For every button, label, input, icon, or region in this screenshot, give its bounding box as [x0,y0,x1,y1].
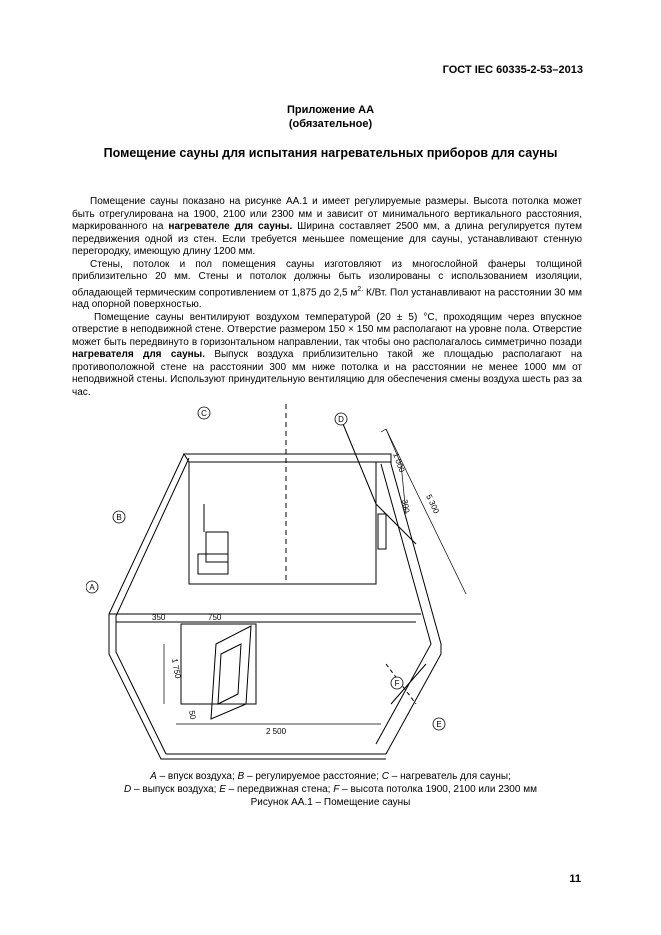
label-e: E [436,720,442,729]
dim-750: 750 [208,613,222,622]
body-text [72,196,582,399]
dim-1750: 1 750 [170,657,183,680]
section-title: Помещение сауны для испытания нагревательных приборов для сауны [103,146,558,160]
label-c: C [201,409,207,418]
heater [206,532,228,562]
appendix-status: (обязательное) [288,118,373,130]
appendix-heading [0,103,661,131]
figure-caption [0,770,661,809]
caption-line-2: D – выпуск воздуха; E – передвижная стена; F – высота потолка 1900, 2100 или 2300 мм [124,784,537,795]
back-wall [184,454,391,462]
dim-5300: 5 300 [424,493,441,515]
sauna-room-figure [86,404,486,764]
label-a: A [89,583,95,592]
dim-50: 50 [187,709,198,721]
dim-300: 300 [400,498,412,514]
paragraph-1: Помещение сауны показано на рисунке АА.1 и имеет регулируемые размеры. Высота потолка может быть отрегулирована на 1900, 2100 или 2300 мм и зависит от минимального вертикального расстояния, маркированного на нагревателе для сауны. Ширина составляет 2500 мм, а длина регулируется путем передвижения одной из стен. Если требуется меньшее помещение для сауны, устанавливают стенную перегородку, имеющую длину 1200 мм. [72,196,582,257]
paragraph-3: Помещение сауны вентилируют воздухом температурой (20 ± 5) °С, проходящим через впускное отверстие в неподвижной стене. Отверстие размером 150 × 150 мм располагают на уровне пола. Отверстие может быть передвинуто в горизонтальном направлении, так чтобы оно располагалось симметрично позади нагревателя для сауны. Выпуск воздуха приблизительно такой же площадью располагают на противоположной стене на расстоянии 300 мм ниже потолка и на расстоянии не менее 1000 мм от неподвижной стены. Используют принудительную вентиляцию для обеспечения смены воздуха шесть раз за час. [72,311,583,398]
label-f: F [394,679,400,688]
label-d: D [338,415,344,424]
paragraph-2: Стены, потолок и пол помещения сауны изготовляют из многослойной фанеры толщиной приблизительно 20 мм. Стены и потолок должны быть изолированы с использованием изоляции, обладающей термическим сопротивлением от 1,875 до 2,5 $м^{2.}$ К/Вт. Пол устанавливают на расстоянии 30 мм над опорной поверхностью. [72,258,582,311]
dim-1000: 1 000 [391,451,407,474]
label-b: B [116,513,122,522]
caption-line-1: A – впуск воздуха; B – регулируемое расстояние; C – нагреватель для сауны; [150,771,511,782]
dim-350: 350 [152,613,166,622]
caption-title: Рисунок АА.1 – Помещение сауны [250,797,411,808]
document-header: ГОСТ IEC 60335-2-53–2013 [442,64,583,76]
page-number: 11 [569,873,581,885]
appendix-title: Приложение АА [286,104,375,116]
dim-2500: 2 500 [266,727,287,736]
